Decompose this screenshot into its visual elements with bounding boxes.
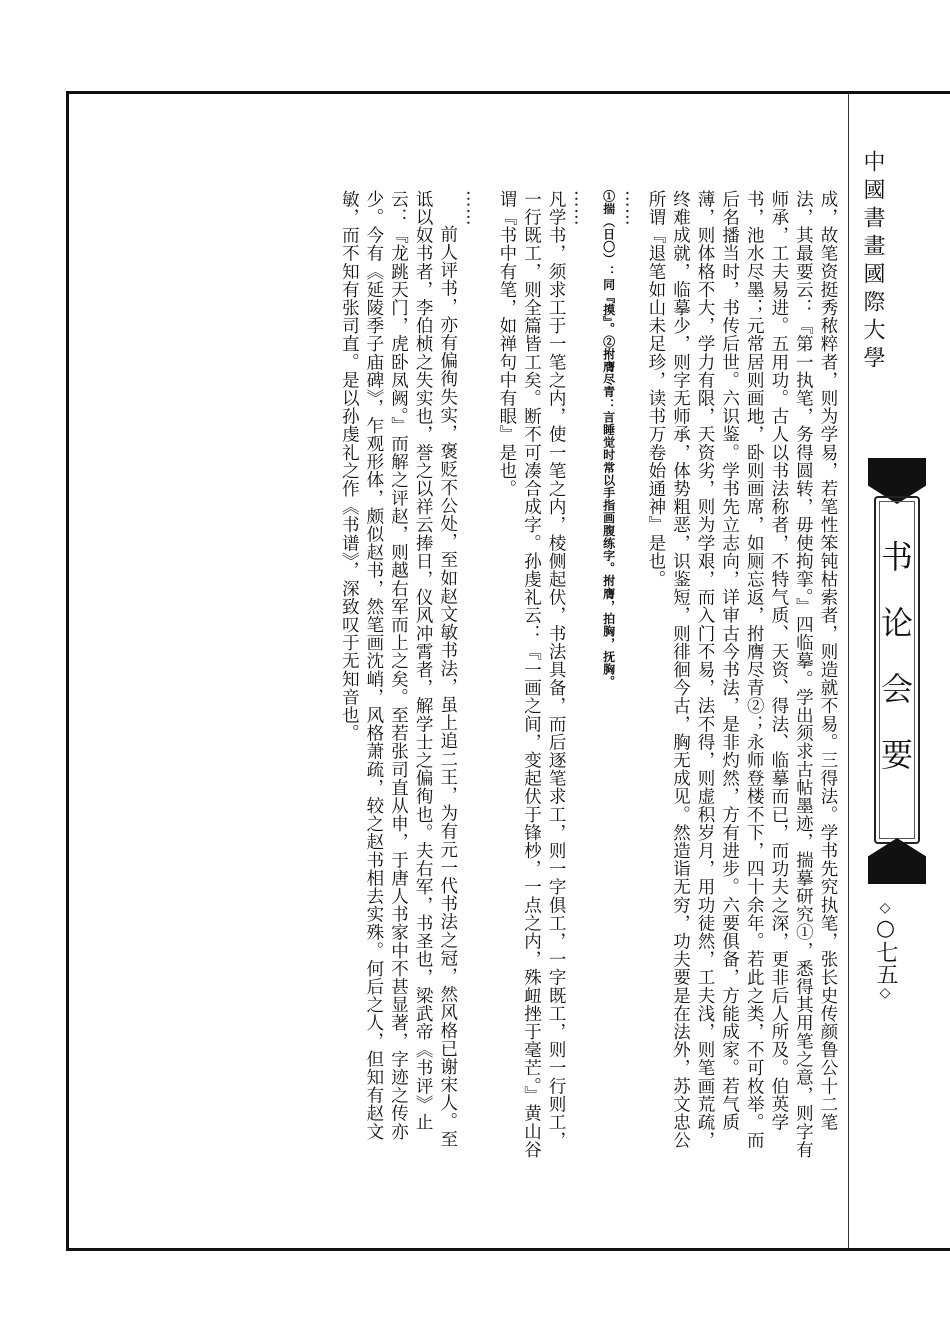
diamond-icon: ◇ bbox=[877, 900, 893, 916]
running-head: 中國書畫國際大學 bbox=[860, 150, 885, 374]
ellipsis-2: …… bbox=[570, 190, 591, 227]
page-number bbox=[866, 900, 896, 1001]
section-title: 书论会要 bbox=[876, 540, 914, 804]
page-number-text: ○七五 bbox=[873, 916, 898, 985]
paragraph-3: 前人评书，亦有偏徇失实，褒贬不公处，至如赵文敏书法，虽上追二王，为有元一代书法之冠，然风格已谢宋人。至诋以奴书者，李伯桢之失实也，誉之以祥云捧日，仪风冲霄者，解学士之偏徇也。夫右军，书圣也，梁武帝《书评》止云：『龙跳天门，虎卧凤阙。』而解之评赵，则越右军而上之矣。至若张司直从申，于唐人书家中不甚显著，字迹之传亦少。今有《延陵季子庙碑》，乍观形体，颇似赵书，然笔画沈峭，风格萧疏，较之赵书相去实殊。何后之人，但知有赵文敏，而不知有张司直。是以孙虔礼之作《书谱》，深致叹于无知音也。 bbox=[339, 190, 458, 1149]
paragraph-1: 成，故笔资挺秀秾粹者，则为学易，若笔性笨钝枯索者，则造就不易。三得法。学书先究执笔，张长史传颜鲁公十二笔法，其最要云：『第一执笔，务得圆转，毋使拘挛。』四临摹。学出须求古帖墨迹，揣摹研究①，悉得其用笔之意，则字有师承，工夫易进。五用功。古人以书法称者，不特气质、天资、得法、临摹而已，而功夫之深，更非后人所及。伯英学书，池水尽墨；元常居则画地，卧则画席，如厕忘返，拊膺尽青②；永师登楼不下，四十余年。若此之类，不可枚举。而后名播当时，书传后世。六识鉴。学书先立志向，详审古今书法，是非灼然，方有进步。六要俱备，方能成家。若气质薄，则体格不大，学力有限，天资劣，则为学艰，而入门不易，法不得，则虚积岁月，用功徒然，工夫浅，则笔画荒疏，终难成就，临摹少，则字无师承，体势粗恶，识鉴短，则徘徊今古，胸无成见。然造诣无穷，功夫要是在法外，苏文忠公所谓『退笔如山未足珍，读书万卷始通神』是也。 bbox=[645, 190, 838, 1159]
sidebar-divider bbox=[848, 94, 849, 1248]
paragraph-2: 凡学书，须求工于一笔之内，使一笔之内，棱侧起伏，书法具备，而后逐笔求工，则一字俱工，一字既工，则一行则工，一行既工，则全篇皆工矣。断不可凑合成字。孙虔礼云：『一画之间，变起伏于锋杪，一点之内，殊衄挫于毫芒。』黄山谷谓『书中有笔，如禅句中有眼』是也。 bbox=[496, 190, 567, 1159]
footnote: ①揣（日〇）：同『摸』。②拊膺尽青：言睡觉时常以手指画腹练字。拊膺，拍胸，抚胸。 bbox=[601, 190, 616, 688]
ellipsis-3: …… bbox=[462, 190, 483, 227]
diamond-icon: ◇ bbox=[877, 985, 893, 1001]
main-text bbox=[250, 190, 840, 1160]
ellipsis-1: …… bbox=[621, 190, 642, 227]
